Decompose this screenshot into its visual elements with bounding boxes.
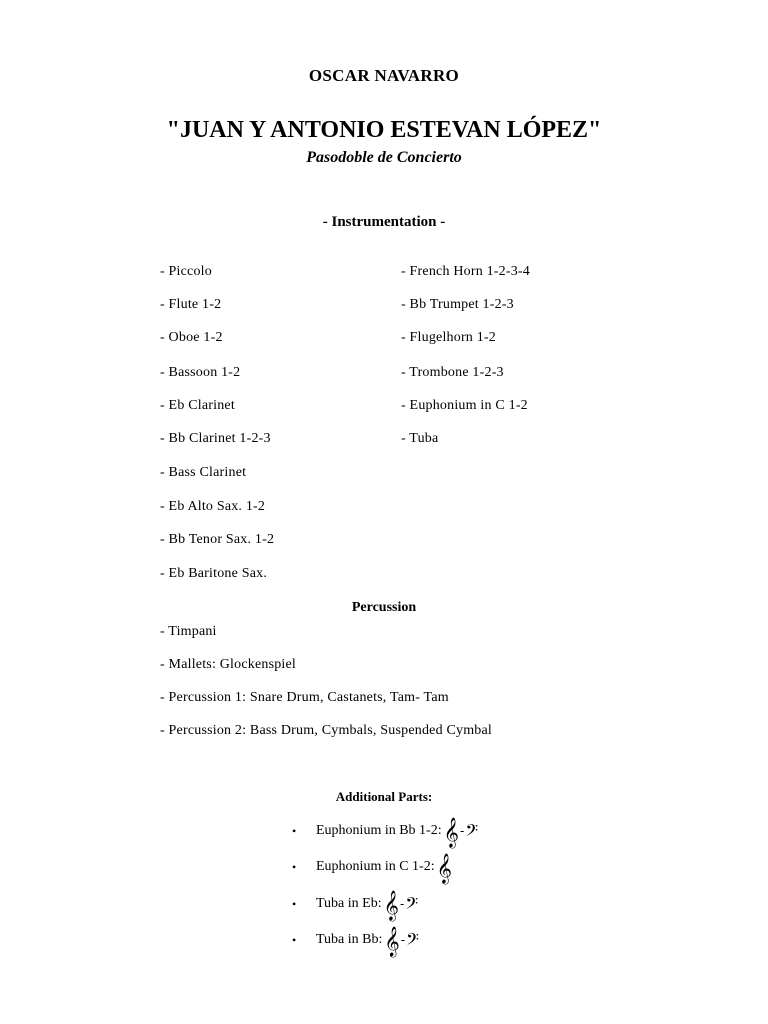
instrument-item: - Eb Baritone Sax.: [160, 566, 268, 581]
instrumentation-heading: - Instrumentation -: [322, 214, 446, 230]
bullet: •: [292, 859, 297, 874]
treble-clef-icon: 𝄞: [443, 818, 459, 848]
instrument-item: - Eb Clarinet: [160, 398, 235, 413]
clef-group: [384, 927, 419, 957]
instrument-item: - Bb Clarinet 1-2-3: [160, 431, 271, 446]
bass-clef-icon: 𝄢: [406, 929, 419, 953]
dash-icon: -: [460, 824, 465, 838]
bullet: •: [292, 896, 297, 911]
instrument-item: - Oboe 1-2: [160, 330, 223, 345]
percussion-heading: Percussion: [351, 600, 417, 615]
treble-clef-icon: 𝄞: [384, 927, 400, 957]
bass-clef-icon: 𝄢: [405, 893, 419, 917]
instrument-item: - Bb Trumpet 1-2-3: [401, 297, 514, 312]
additional-part-item: [292, 891, 419, 921]
clef-group: [436, 854, 452, 884]
treble-clef-icon: 𝄞: [436, 854, 452, 884]
instrument-item: - Euphonium in C 1-2: [401, 398, 528, 413]
additional-parts-heading: Additional Parts:: [335, 789, 433, 804]
clef-group: [443, 818, 479, 848]
dash-icon: -: [399, 897, 405, 911]
instrument-item: - Flute 1-2: [160, 297, 222, 312]
additional-part-label: Euphonium in C 1-2:: [316, 859, 435, 874]
instrument-item: - Trombone 1-2-3: [401, 365, 504, 380]
piece-title: "JUAN Y ANTONIO ESTEVAN LÓPEZ": [166, 117, 602, 143]
percussion-item: - Mallets: Glockenspiel: [160, 657, 297, 672]
instrument-item: - Flugelhorn 1-2: [401, 330, 496, 345]
additional-part-item: [292, 818, 479, 848]
percussion-item: - Timpani: [160, 624, 217, 639]
percussion-item: - Percussion 1: Snare Drum, Castanets, Tam- Tam: [160, 690, 449, 705]
additional-part-item: [292, 927, 419, 957]
dash-icon: -: [400, 933, 406, 947]
percussion-item: - Percussion 2: Bass Drum, Cymbals, Suspended Cymbal: [160, 723, 492, 738]
bullet: •: [292, 823, 297, 838]
bullet: •: [292, 932, 297, 947]
instrument-item: - Tuba: [401, 431, 439, 446]
additional-part-label: Tuba in Eb:: [316, 896, 382, 911]
additional-part-label: Euphonium in Bb 1-2:: [316, 823, 442, 838]
additional-part-item: [292, 854, 452, 884]
instrument-item: - French Horn 1-2-3-4: [401, 264, 530, 279]
instrument-item: - Eb Alto Sax. 1-2: [160, 499, 266, 514]
instrument-item: - Piccolo: [160, 264, 212, 279]
treble-clef-icon: 𝄞: [383, 891, 399, 921]
instrument-item: - Bassoon 1-2: [160, 365, 241, 380]
composer-name: OSCAR NAVARRO: [308, 66, 460, 85]
piece-subtitle: Pasodoble de Concierto: [306, 149, 462, 166]
bass-clef-icon: 𝄢: [465, 820, 479, 844]
instrument-item: - Bass Clarinet: [160, 465, 247, 480]
clef-group: [383, 891, 419, 921]
additional-part-label: Tuba in Bb:: [316, 932, 383, 947]
instrument-item: - Bb Tenor Sax. 1-2: [160, 532, 275, 547]
